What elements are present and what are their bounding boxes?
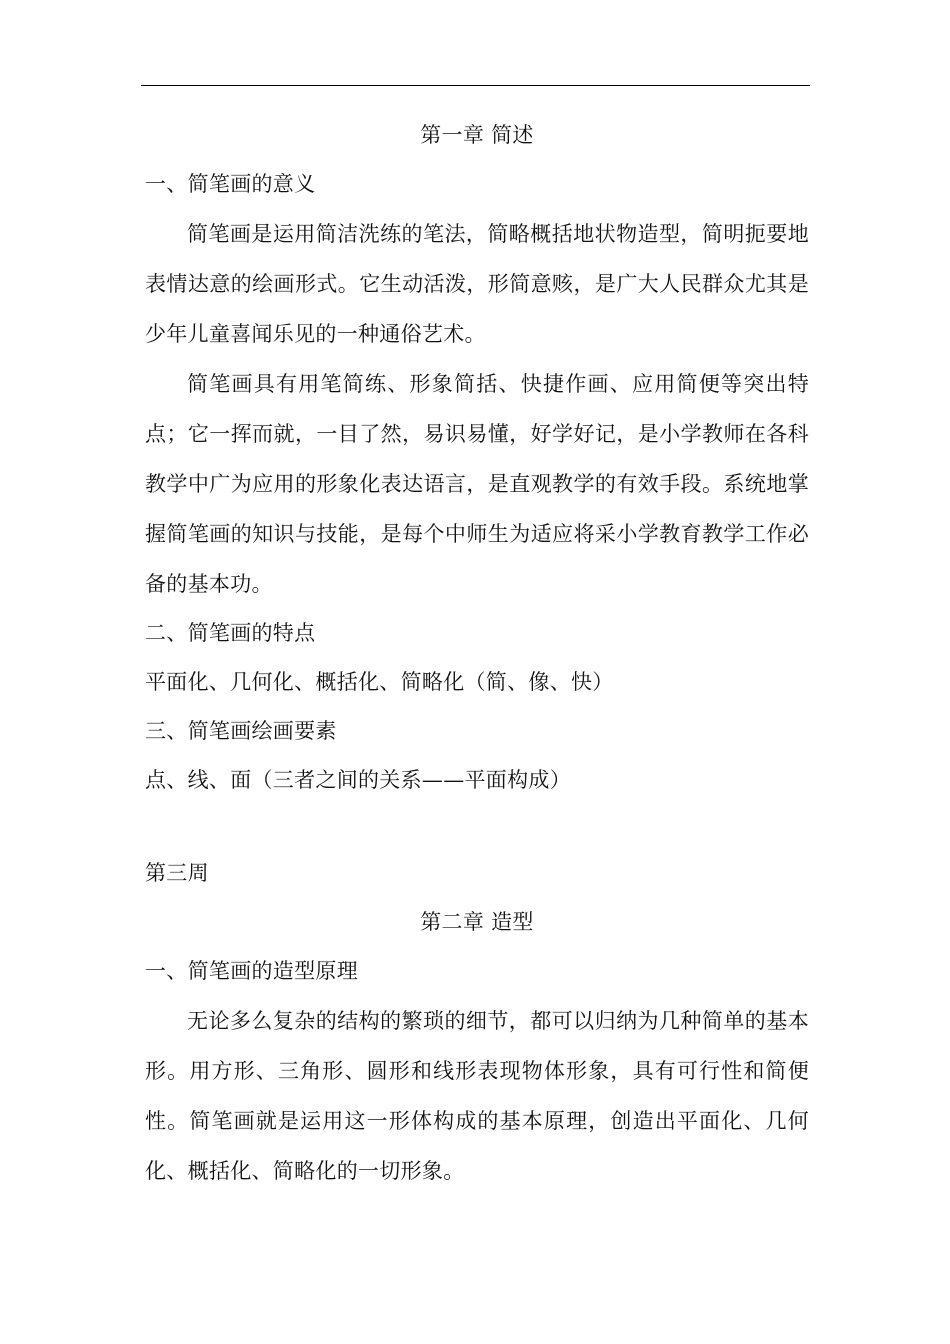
document-body — [145, 111, 809, 1196]
paragraph-meaning-1: 简笔画是运用简洁洗练的笔法，简略概括地状物造型，简明扼要地表情达意的绘画形式。它生动活泼，形简意赅，是广大人民群众尤其是少年儿童喜闻乐见的一种通俗艺术。 — [145, 222, 809, 346]
section-heading-meaning: 一、简笔画的意义 — [145, 172, 316, 196]
blank-gap — [145, 805, 809, 849]
week-label: 第三周 — [145, 861, 209, 885]
elements-line: 点、线、面（三者之间的关系——平面构成） — [145, 768, 571, 792]
section-heading-principle: 一、简笔画的造型原理 — [145, 959, 358, 983]
section-heading-elements: 三、简笔画绘画要素 — [145, 719, 337, 743]
section-heading-features: 二、简笔画的特点 — [145, 621, 316, 645]
paragraph-principle-1: 无论多么复杂的结构的繁琐的细节，都可以归纳为几种简单的基本形。用方形、三角形、圆形和线形表现物体形象，具有可行性和简便性。简笔画就是运用这一形体构成的基本原理，创造出平面化、几何化、概括化、简略化的一切形象。 — [145, 1009, 809, 1183]
chapter-2-title: 第二章 造型 — [420, 910, 534, 934]
features-line: 平面化、几何化、概括化、简略化（简、像、快） — [145, 670, 614, 694]
paragraph-meaning-2: 简笔画具有用笔简练、形象简括、快捷作画、应用简便等突出特点；它一挥而就，一目了然，易识易懂，好学好记，是小学教师在各科教学中广为应用的形象化表达语言，是直观教学的有效手段。系统地掌握简笔画的知识与技能，是每个中师生为适应将采小学教育教学工作必备的基本功。 — [145, 372, 809, 596]
header-rule — [141, 85, 810, 86]
chapter-1-title: 第一章 简述 — [420, 123, 534, 147]
